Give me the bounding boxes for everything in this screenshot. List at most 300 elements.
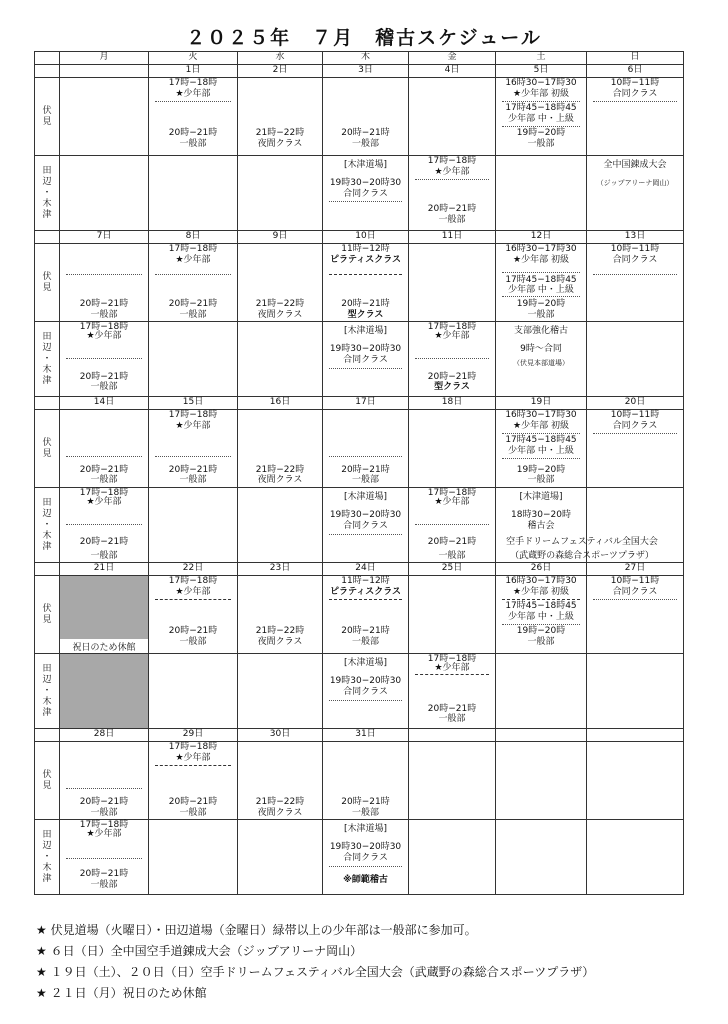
session-text: 合同クラス (612, 421, 658, 431)
session-text: 一般部 (90, 880, 118, 890)
session-text: 少年部 中・上級 (508, 114, 574, 124)
session-text: 20時−21時 (341, 626, 390, 636)
session-text: 一般部 (438, 215, 466, 225)
date-label: 22日 (149, 563, 238, 576)
cell-content (323, 244, 408, 321)
note-line: ★ １９日（土）、２０日（日）空手ドリームフェスティバル全国大会（武蔵野の森総合スポーツプラザ） (36, 965, 595, 979)
session-text: 一般部 (351, 139, 379, 149)
cell-content (409, 488, 495, 562)
separator-line (66, 788, 142, 789)
day-cell (496, 410, 587, 488)
weekday-label: 火 (149, 52, 238, 65)
cell-content (323, 322, 408, 396)
session-text: 稽古会 (527, 521, 555, 531)
cell-content (238, 742, 322, 819)
cell-content (149, 488, 237, 562)
session-text: ★少年部 (86, 829, 122, 839)
session-text: 20時−21時 (341, 128, 390, 138)
note-line: ★ 伏見道場（火曜日）・田辺道場（金曜日）緑帯以上の少年部は一般部に参加可。 (36, 923, 477, 937)
cell-content (587, 820, 683, 894)
cell-content (149, 576, 237, 653)
session-text: 一般部 (179, 310, 207, 320)
date-label: 21日 (60, 563, 149, 576)
date-row-spacer (35, 65, 60, 78)
session-text: 10時−11時 (610, 78, 660, 88)
day-cell (409, 322, 496, 397)
separator-line (66, 858, 142, 859)
session-text: 夜間クラス (257, 808, 303, 818)
session-text: 20時−21時 (168, 626, 218, 636)
cell-content (238, 488, 322, 562)
page-title: ２０２５年 ７月 稽古スケジュール (186, 27, 542, 49)
session-text: ★少年部 初級 (513, 421, 569, 431)
session-text: 17時−18時 (79, 488, 129, 498)
date-label (409, 729, 496, 742)
cell-content (587, 322, 683, 396)
session-text: 合同クラス (343, 189, 388, 199)
location-row-fushimi (35, 244, 684, 322)
session-text: ※師範稽古 (343, 875, 388, 885)
session-text: 20時−21時 (168, 299, 218, 309)
cell-content (238, 576, 322, 653)
cell-content (60, 576, 148, 653)
cell-content (60, 322, 148, 396)
session-text: 16時30−17時30 (505, 576, 577, 586)
weekday-label: 土 (496, 52, 587, 65)
session-text: 19時−20時 (516, 128, 566, 138)
separator-line (66, 456, 142, 457)
session-text: 20時−21時 (79, 465, 129, 475)
session-text: 合同クラス (343, 355, 388, 365)
session-text: ★少年部 (86, 497, 122, 507)
day-cell (409, 244, 496, 322)
day-cell (496, 576, 587, 654)
cell-content (60, 78, 148, 155)
location-label: 田 辺 ・ 木 津 (35, 820, 60, 895)
session-text: 17時−18時 (427, 654, 477, 664)
date-label: 3日 (323, 65, 409, 78)
location-label: 伏 見 (35, 410, 60, 488)
session-text: 21時−22時 (255, 797, 305, 807)
session-text: ピラティスクラス (329, 255, 401, 265)
date-label: 29日 (149, 729, 238, 742)
date-label: 2日 (238, 65, 323, 78)
day-cell (323, 244, 409, 322)
session-text: 17時−18時 (168, 78, 218, 88)
day-cell (587, 654, 684, 729)
session-text: [木津道場] (343, 492, 388, 502)
session-text: ★少年部 (434, 167, 470, 177)
day-cell (496, 156, 587, 231)
day-cell (323, 742, 409, 820)
session-text: 一般部 (179, 139, 207, 149)
cell-content (238, 322, 322, 396)
session-text: 20時−21時 (427, 537, 477, 547)
session-text: 21時−22時 (255, 299, 305, 309)
date-label: 16日 (238, 397, 323, 410)
cell-content (496, 576, 586, 653)
cell-content (323, 410, 408, 487)
separator-line (593, 274, 677, 275)
day-cell (149, 820, 238, 895)
day-cell (496, 244, 587, 322)
day-cell (323, 156, 409, 231)
day-cell (323, 410, 409, 488)
day-cell (587, 576, 684, 654)
day-cell (323, 78, 409, 156)
weekday-header-row (35, 52, 684, 65)
cell-content (149, 322, 237, 396)
session-text: 20時−21時 (79, 372, 129, 382)
cell-content (496, 488, 658, 562)
cell-content (496, 410, 586, 487)
session-text: 9時〜合同 (520, 344, 562, 354)
session-text: 一般部 (438, 551, 466, 561)
session-text: 一般部 (179, 637, 207, 647)
cell-content (409, 78, 495, 155)
cell-content (587, 78, 683, 155)
day-cell (149, 488, 238, 563)
date-row-spacer (35, 231, 60, 244)
location-label: 伏 見 (35, 244, 60, 322)
session-text: 20時−21時 (168, 128, 218, 138)
session-text: 21時−22時 (255, 465, 305, 475)
cell-content (409, 322, 495, 396)
session-text: 20時−21時 (79, 537, 129, 547)
session-text: 20時−21時 (341, 465, 390, 475)
date-label: 6日 (587, 65, 684, 78)
separator-line (329, 866, 402, 867)
separator-line (502, 458, 580, 459)
cell-content (149, 78, 237, 155)
session-text: 17時−18時 (168, 576, 218, 586)
cell-content (60, 742, 148, 819)
cell-content (149, 654, 237, 728)
session-text: 11時−12時 (341, 576, 390, 586)
session-text: 一般部 (90, 808, 118, 818)
cell-content (409, 654, 495, 728)
session-text: 17時−18時 (168, 742, 218, 752)
cell-content (149, 244, 237, 321)
day-cell (238, 654, 323, 729)
day-cell (238, 78, 323, 156)
note-line: ★ ６日（日）全中国空手道錬成大会（ジップアリーナ岡山） (36, 944, 363, 958)
date-row (35, 231, 684, 244)
closed-shading (60, 654, 148, 728)
session-text: （ジップアリーナ岡山） (596, 179, 674, 187)
day-cell (60, 488, 149, 563)
separator-line (593, 433, 677, 434)
note-line: ★ ２１日（月）祝日のため休館 (36, 986, 207, 1000)
session-text: 16時30−17時30 (505, 244, 577, 254)
session-text: 19時30−20時30 (329, 510, 402, 520)
date-row (35, 563, 684, 576)
session-text: 10時−11時 (610, 244, 660, 254)
separator-line (502, 296, 580, 297)
day-cell (409, 654, 496, 729)
separator-line (155, 456, 231, 457)
session-text: 全中国錬成大会 (603, 160, 667, 170)
day-cell (587, 78, 684, 156)
notes (36, 920, 716, 1004)
weekday-label: 水 (238, 52, 323, 65)
separator-line (415, 358, 489, 359)
day-cell (409, 78, 496, 156)
session-text: ★少年部 (434, 497, 470, 507)
date-row-spacer (35, 729, 60, 742)
date-label: 19日 (496, 397, 587, 410)
session-text: ★少年部 (175, 753, 211, 763)
cell-content (587, 742, 683, 819)
day-cell (496, 322, 587, 397)
separator-line (415, 524, 489, 525)
day-cell (409, 488, 496, 563)
cell-content (409, 576, 495, 653)
session-text: 19時−20時 (516, 465, 566, 475)
cell-content (238, 244, 322, 321)
session-text: 一般部 (351, 475, 379, 485)
day-cell (323, 654, 409, 729)
day-cell (496, 820, 587, 895)
session-text: ★少年部 初級 (513, 255, 569, 265)
cell-content (149, 742, 237, 819)
session-text: ★少年部 (175, 255, 211, 265)
session-text: 一般部 (90, 382, 118, 392)
separator-line (502, 272, 580, 273)
session-text: 支部強化稽古 (513, 326, 568, 336)
session-text: 11時−12時 (341, 244, 390, 254)
date-label: 8日 (149, 231, 238, 244)
date-row (35, 65, 684, 78)
location-row-tanabe (35, 322, 684, 397)
weekday-label: 金 (409, 52, 496, 65)
date-label: 13日 (587, 231, 684, 244)
cell-content (496, 820, 586, 894)
day-cell (238, 322, 323, 397)
day-cell (60, 244, 149, 322)
session-text: 一般部 (90, 310, 118, 320)
date-label: 18日 (409, 397, 496, 410)
cell-content (149, 410, 237, 487)
date-label (60, 65, 149, 78)
session-text: 20時−21時 (427, 704, 477, 714)
session-text: 20時−21時 (341, 797, 390, 807)
location-row-tanabe (35, 654, 684, 729)
session-text: 19時−20時 (516, 299, 566, 309)
date-label: 28日 (60, 729, 149, 742)
cell-content (149, 156, 237, 230)
separator-line (502, 126, 580, 127)
session-text: 17時−18時 (427, 322, 477, 332)
cell-content (323, 742, 408, 819)
separator-line (415, 674, 489, 675)
session-text: ピラティスクラス (329, 587, 401, 597)
day-cell (60, 820, 149, 895)
separator-line (329, 700, 402, 701)
cell-content (496, 322, 586, 396)
location-label: 田 辺 ・ 木 津 (35, 488, 60, 563)
day-cell (409, 410, 496, 488)
date-label: 15日 (149, 397, 238, 410)
date-row (35, 729, 684, 742)
day-cell (323, 576, 409, 654)
session-text: 型クラス (347, 310, 384, 320)
separator-line (329, 456, 402, 457)
separator-line (593, 101, 677, 102)
session-text: 17時−18時 (427, 488, 477, 498)
date-label: 9日 (238, 231, 323, 244)
session-text: 17時45−18時45 (505, 601, 577, 611)
session-text: （武蔵野の森総合スポーツプラザ） (510, 551, 654, 561)
day-cell (149, 244, 238, 322)
cell-content (323, 576, 408, 653)
cell-content (409, 820, 495, 894)
day-cell (60, 576, 149, 654)
session-text: 17時45−18時45 (505, 275, 577, 285)
location-row-fushimi (35, 78, 684, 156)
session-text: 17時−18時 (427, 156, 477, 166)
session-text: ★少年部 (175, 89, 211, 99)
day-cell (149, 654, 238, 729)
date-label: 12日 (496, 231, 587, 244)
session-text: 合同クラス (612, 587, 658, 597)
day-cell (496, 78, 587, 156)
day-cell (587, 820, 684, 895)
separator-line (155, 101, 231, 102)
day-cell (587, 742, 684, 820)
session-text: 合同クラス (612, 89, 658, 99)
date-row (35, 397, 684, 410)
day-cell (238, 820, 323, 895)
separator-line (155, 765, 231, 766)
day-cell (149, 78, 238, 156)
date-row-spacer (35, 563, 60, 576)
cell-content (60, 488, 148, 562)
day-cell (238, 576, 323, 654)
separator-line (66, 274, 142, 275)
weekday-label: 木 (323, 52, 409, 65)
day-cell (496, 654, 587, 729)
cell-content (496, 78, 586, 155)
day-cell (587, 244, 684, 322)
session-text: ★少年部 初級 (513, 89, 569, 99)
session-text: 18時30−20時 (511, 510, 571, 520)
date-label: 11日 (409, 231, 496, 244)
cell-content (149, 820, 237, 894)
session-text: 20時−21時 (79, 869, 129, 879)
session-text: 夜間クラス (257, 310, 303, 320)
session-text: 10時−11時 (610, 576, 660, 586)
date-label: 17日 (323, 397, 409, 410)
date-label: 10日 (323, 231, 409, 244)
date-row-spacer (35, 397, 60, 410)
date-label: 4日 (409, 65, 496, 78)
day-cell (409, 820, 496, 895)
location-row-tanabe (35, 156, 684, 231)
day-cell (587, 322, 684, 397)
session-text: 祝日のため休館 (72, 643, 136, 653)
session-text: 一般部 (179, 808, 207, 818)
location-row-fushimi (35, 576, 684, 654)
session-text: 一般部 (351, 808, 379, 818)
location-label: 伏 見 (35, 78, 60, 156)
location-label: 田 辺 ・ 木 津 (35, 156, 60, 231)
cell-content (409, 156, 495, 230)
session-text: 型クラス (434, 382, 470, 392)
date-label: 25日 (409, 563, 496, 576)
day-cell (409, 742, 496, 820)
location-label: 田 辺 ・ 木 津 (35, 322, 60, 397)
date-label: 5日 (496, 65, 587, 78)
session-text: 17時−18時 (79, 820, 129, 830)
session-text: 少年部 中・上級 (508, 285, 574, 295)
session-text: 19時30−20時30 (329, 178, 402, 188)
day-cell (149, 322, 238, 397)
date-label: 1日 (149, 65, 238, 78)
session-text: 19時30−20時30 (329, 842, 402, 852)
separator-line (155, 599, 231, 600)
date-label: 20日 (587, 397, 684, 410)
location-row-tanabe (35, 488, 684, 563)
session-text: ★少年部 (86, 331, 122, 341)
session-text: 17時45−18時45 (505, 435, 577, 445)
closed-shading (60, 576, 148, 639)
separator-line (415, 179, 489, 180)
day-cell (60, 742, 149, 820)
session-text: 一般部 (179, 475, 207, 485)
separator-line (329, 599, 402, 600)
day-cell (149, 410, 238, 488)
location-label: 田 辺 ・ 木 津 (35, 654, 60, 729)
day-cell (60, 410, 149, 488)
session-text: 20時−21時 (341, 299, 390, 309)
session-text: 10時−11時 (610, 410, 660, 420)
session-text: [木津道場] (343, 160, 388, 170)
cell-content (496, 244, 586, 321)
separator-line (502, 101, 580, 102)
session-text: （伏見本部道場） (513, 359, 569, 367)
day-cell (238, 488, 323, 563)
day-cell (496, 742, 587, 820)
session-text: 20時−21時 (79, 797, 129, 807)
day-cell (323, 488, 409, 563)
session-text: 20時−21時 (79, 299, 129, 309)
cell-content (409, 410, 495, 487)
day-cell (409, 576, 496, 654)
separator-line (329, 368, 402, 369)
cell-content (409, 742, 495, 819)
date-label: 27日 (587, 563, 684, 576)
session-text: [木津道場] (343, 658, 388, 668)
day-cell (496, 488, 658, 563)
day-cell (60, 156, 149, 231)
cell-content (496, 654, 586, 728)
session-text: 一般部 (90, 475, 118, 485)
day-cell (323, 820, 409, 895)
day-cell (409, 156, 496, 231)
day-cell (238, 156, 323, 231)
cell-content (587, 156, 683, 230)
day-cell (60, 654, 149, 729)
session-text: 合同クラス (343, 853, 388, 863)
day-cell (60, 78, 149, 156)
session-text: 21時−22時 (255, 128, 305, 138)
session-text: 一般部 (351, 637, 379, 647)
location-label: 伏 見 (35, 576, 60, 654)
cell-content (323, 820, 408, 894)
session-text: 合同クラス (343, 687, 388, 697)
session-text: 17時−18時 (168, 410, 218, 420)
